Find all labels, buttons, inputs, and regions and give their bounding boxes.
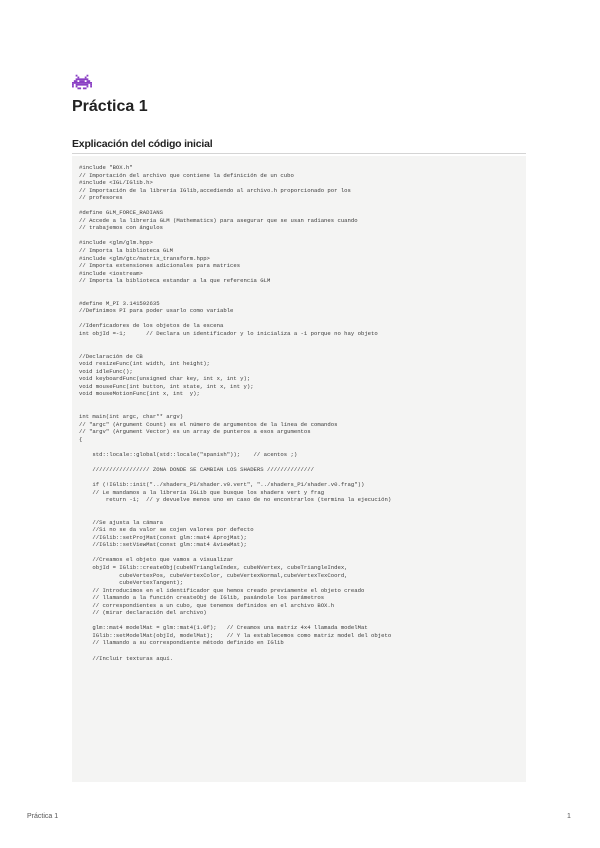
page-number: 1 xyxy=(567,813,571,820)
section-divider xyxy=(72,153,526,154)
space-invader-icon xyxy=(72,74,92,90)
section-heading: Explicación del código inicial xyxy=(72,138,213,150)
page-title: Práctica 1 xyxy=(72,98,148,115)
footer-title: Práctica 1 xyxy=(27,813,59,820)
code-text: #include "BOX.h" // Importación del archivo que contiene la definición de un cubo #include <IGL/IGlib.h> // Importación de la librería IGlib,accediendo al archivo.h proporcionado por los // profesores #define GLM_FORCE_RADIANS // Accede a la librería GLM (Mathematics) para asegurar que se usan radianes cuando // trabajemos con ángulos #include <glm/glm.hpp> // Importa la biblioteca GLM #include <glm/gtc/matrix_transform.hpp> // Importa extensiones adicionales para matrices #include <iostream> // Importa la biblioteca estandar a la que referencia GLM #define M_PI 3.141592635 //Definimos PI para poder usarlo como variable //Idenficadores de los objetos de la escena int objId =-1; // Declara un identificador y lo inicializa a -1 porque no hay objeto //Declaración de CB void resizeFunc(int width, int height); void idleFunc(); void keyboardFunc(unsigned char key, int x, int y); void mouseFunc(int button, int state, int x, int y); void mouseMotionFunc(int x, int y); int main(int argc, char** argv) // "argc" (Argument Count) es el número de argumentos de la línea de comandos // "argv" (Argument Vector) es un array de punteros a esos argumentos { std::locale::global(std::locale("spanish")); // acentos ;) ///////////////// ZONA DONDE SE CAMBIAN LOS SHADERS ////////////// if (!IGlib::init("../shaders_P1/shader.v0.vert", "../shaders_P1/shader.v0.frag")) // Le mandamos a la librería IGLib que busque los shaders vert y frag return -1; // y devuelve menos uno en caso de no encontrarlos (termina la ejecución) //Se ajusta la cámara //Si no se da valor se cojen valores por defecto //IGlib::setProjMat(const glm::mat4 &projMat); //IGlib::setViewMat(const glm::mat4 &viewMat); //Creamos el objeto que vamos a visualizar objId = IGlib::createObj(cubeNTriangleIndex, cubeNVertex, cubeTriangleIndex, cubeVertexPos, cubeVertexColor, cubeVertexNormal,cubeVertexTexCoord, cubeVertexTangent); // Introducimos en el identificador que hemos creado previamente el objeto creado // llamando a la función createObj de IGlib, pasándole los parámetros // correspondientes a un cubo, que tenemos definidos en el archivo BOX.h // (mirar declaración del archivo) glm::mat4 modelMat = glm::mat4(1.0f); // Creamos una matriz 4x4 llamada modelMat IGlib::setModelMat(objId, modelMat); // Y la establecemos como matriz model del objeto // llamando a su correspondiente método definido en IGlib //Incluir texturas aquí. xyxy=(79,164,392,662)
